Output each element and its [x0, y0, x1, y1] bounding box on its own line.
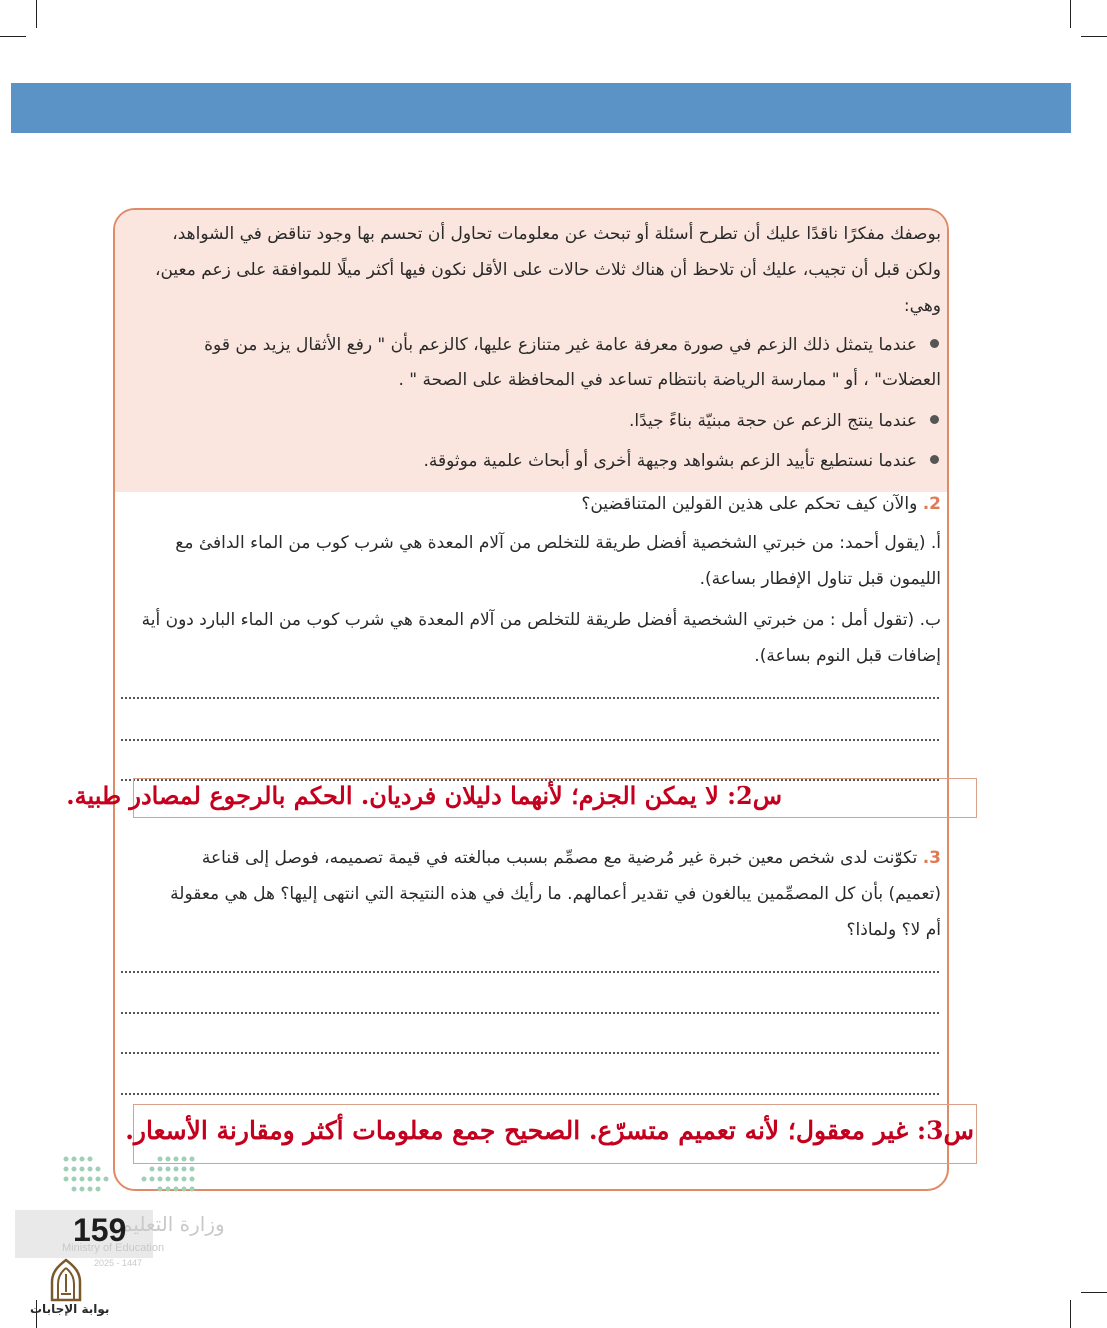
crop-mark	[0, 36, 26, 37]
answer-line	[121, 971, 939, 973]
answer-line	[121, 1012, 939, 1014]
crop-mark	[1070, 1300, 1071, 1328]
bullet-dot	[930, 415, 939, 424]
answer-2-text: س2: لا يمكن الجزم؛ لأنهما دليلان فرديان. الحكم بالرجوع لمصادر طبية.	[66, 781, 782, 810]
intro-line: ولكن قبل أن تجيب، عليك أن تلاحظ أن هناك ثلاث حالات على الأقل نكون فيها أكثر ميلًا للموافقة على زعم معين،	[154, 260, 941, 280]
page-number: 159	[73, 1212, 127, 1248]
crop-mark	[1081, 1292, 1107, 1293]
answer-3-text: س3: غير معقول؛ لأنه تعميم متسرّع. الصحيح جمع معلومات أكثر ومقارنة الأسعار.	[125, 1116, 974, 1145]
ministry-name-en: Ministry of Education	[62, 1242, 165, 1254]
crop-mark	[36, 0, 37, 28]
question-3-line: (تعميم) بأن كل المصمِّمين يبالغون في تقدير أعمالهم. ما رأيك في هذه النتيجة التي انتهى إليها؟ هل هي معقولة	[170, 884, 941, 904]
question-2-prompt	[581, 492, 941, 516]
crop-mark	[1081, 36, 1107, 37]
question-text: والآن كيف تحكم على هذين القولين المتناقضين؟	[581, 494, 918, 514]
bullet-text: عندما ينتج الزعم عن حجة مبنيّة بناءً جيدًا.	[628, 411, 917, 431]
question-number: 3.	[922, 848, 941, 868]
edition-year: 2025 - 1447	[94, 1258, 143, 1268]
bullet-dot	[930, 455, 939, 464]
answer-line	[121, 739, 939, 741]
header-band	[11, 83, 1071, 133]
bullet-text: عندما نستطيع تأييد الزعم بشواهد وجيهة أخرى أو أبحاث علمية موثوقة.	[423, 451, 917, 471]
intro-line: بوصفك مفكرًا ناقدًا عليك أن تطرح أسئلة أو تبحث عن معلومات تحاول أن تحسم بها وجود تناقض في الشواهد،	[172, 224, 941, 244]
intro-line: وهي:	[903, 296, 941, 316]
question-number: 2.	[922, 494, 941, 514]
answers-portal-logo-icon	[44, 1258, 88, 1302]
answer-line	[121, 1052, 939, 1054]
answer-line	[121, 697, 939, 699]
answers-portal-label: بوابة الإجابات	[30, 1302, 110, 1316]
option-a-line: الليمون قبل تناول الإفطار بساعة).	[699, 569, 941, 589]
option-b-line: ب. (تقول أمل : من خبرتي الشخصية أفضل طريقة للتخلص من آلام المعدة هي شرب كوب من الماء البارد دون أية	[141, 610, 941, 630]
ministry-name-ar: وزارة التعليم	[120, 1212, 225, 1236]
option-a-line: أ. (يقول أحمد: من خبرتي الشخصية أفضل طريقة للتخلص من آلام المعدة هي شرب كوب من الماء الدافئ مع	[175, 533, 941, 553]
option-b-line: إضافات قبل النوم بساعة).	[754, 646, 941, 666]
bullet-text: العضلات" ، أو " ممارسة الرياضة بانتظام تساعد في المحافظة على الصحة " .	[398, 370, 941, 390]
ministry-dots-logo	[62, 1155, 198, 1195]
bullet-dot	[930, 339, 939, 348]
question-3-line: أم لا؟ ولماذا؟	[846, 920, 941, 940]
bullet-text: عندما يتمثل ذلك الزعم في صورة معرفة عامة غير متنازع عليها، كالزعم بأن " رفع الأثقال يزيد من قوة	[204, 335, 917, 355]
answer-line	[121, 1093, 939, 1095]
question-3-line	[202, 846, 941, 870]
crop-mark	[1070, 0, 1071, 28]
question-text: تكوّنت لدى شخص معين خبرة غير مُرضية مع مصمِّم بسبب مبالغته في قيمة تصميمه، فوصل إلى قناعة	[201, 848, 918, 868]
